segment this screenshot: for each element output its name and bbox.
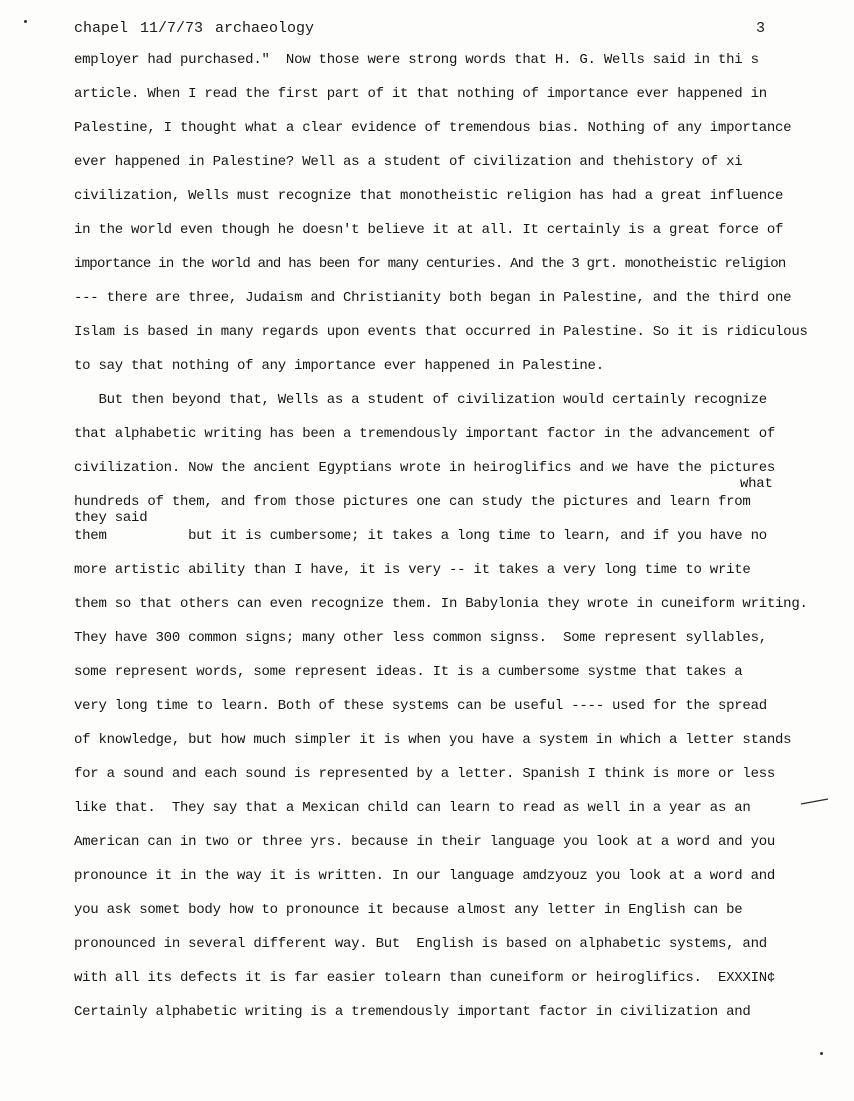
text-line: in the world even though he doesn't believe it at all. It certainly is a great force of <box>74 222 784 238</box>
text-line: ever happened in Palestine? Well as a student of civilization and thehistory of xi <box>74 154 743 170</box>
text-line: to say that nothing of any importance ever happened in Palestine. <box>74 358 604 374</box>
text-line: importance in the world and has been for many centuries. And the 3 grt. monotheistic religion <box>74 256 786 272</box>
page-number: 3 <box>756 20 766 37</box>
paper-speck <box>24 20 27 23</box>
text-line: civilization. Now the ancient Egyptians wrote in heiroglifics and we have the pictures <box>74 460 776 476</box>
text-line: some represent words, some represent ideas. It is a cumbersome systme that takes a <box>74 664 743 680</box>
text-line: more artistic ability than I have, it is very -- it takes a very long time to write <box>74 562 751 578</box>
text-line: pronounce it in the way it is written. In our language amdzyouz you look at a word and <box>74 868 776 884</box>
header-date: 11/7/73 <box>140 20 204 37</box>
text-line: for a sound and each sound is represented by a letter. Spanish I think is more or less <box>74 766 776 782</box>
insertion-they-said: they said <box>74 510 148 526</box>
text-line: employer had purchased." Now those were strong words that H. G. Wells said in thi s <box>74 52 759 68</box>
text-line: But then beyond that, Wells as a student of civilization would certainly recognize <box>74 392 767 408</box>
page-header <box>74 20 326 37</box>
header-title: chapel <box>74 20 129 37</box>
text-line: of knowledge, but how much simpler it is when you have a system in which a letter stands <box>74 732 792 748</box>
text-line: them but it is cumbersome; it takes a long time to learn, and if you have no <box>74 528 767 544</box>
text-line: article. When I read the first part of it that nothing of importance ever happened in <box>74 86 767 102</box>
insertion-what: what <box>740 476 773 492</box>
text-line: American can in two or three yrs. because in their language you look at a word and you <box>74 834 776 850</box>
text-line: pronounced in several different way. But English is based on alphabetic systems, and <box>74 936 767 952</box>
text-line: you ask somet body how to pronounce it because almost any letter in English can be <box>74 902 743 918</box>
text-line: with all its defects it is far easier tolearn than cuneiform or heiroglifics. EXXXIN¢ <box>74 970 776 986</box>
text-line: that alphabetic writing has been a tremendously important factor in the advancement of <box>74 426 776 442</box>
text-line: They have 300 common signs; many other less common signss. Some represent syllables, <box>74 630 767 646</box>
text-line: Islam is based in many regards upon events that occurred in Palestine. So it is ridiculous <box>74 324 808 340</box>
text-line: civilization, Wells must recognize that monotheistic religion has had a great influence <box>74 188 784 204</box>
paper-speck <box>820 1052 823 1055</box>
text-line: Palestine, I thought what a clear evidence of tremendous bias. Nothing of any importance <box>74 120 792 136</box>
text-line: like that. They say that a Mexican child can learn to read as well in a year as an <box>74 800 751 816</box>
text-line: them so that others can even recognize them. In Babylonia they wrote in cuneiform writing. <box>74 596 808 612</box>
text-line: very long time to learn. Both of these systems can be useful ---- used for the spread <box>74 698 767 714</box>
margin-pen-mark <box>800 796 830 808</box>
text-line: --- there are three, Judaism and Christianity both began in Palestine, and the third one <box>74 290 792 306</box>
text-line: hundreds of them, and from those pictures one can study the pictures and learn from <box>74 494 751 510</box>
text-line: Certainly alphabetic writing is a tremendously important factor in civilization and <box>74 1004 751 1020</box>
header-subject: archaeology <box>215 20 315 37</box>
